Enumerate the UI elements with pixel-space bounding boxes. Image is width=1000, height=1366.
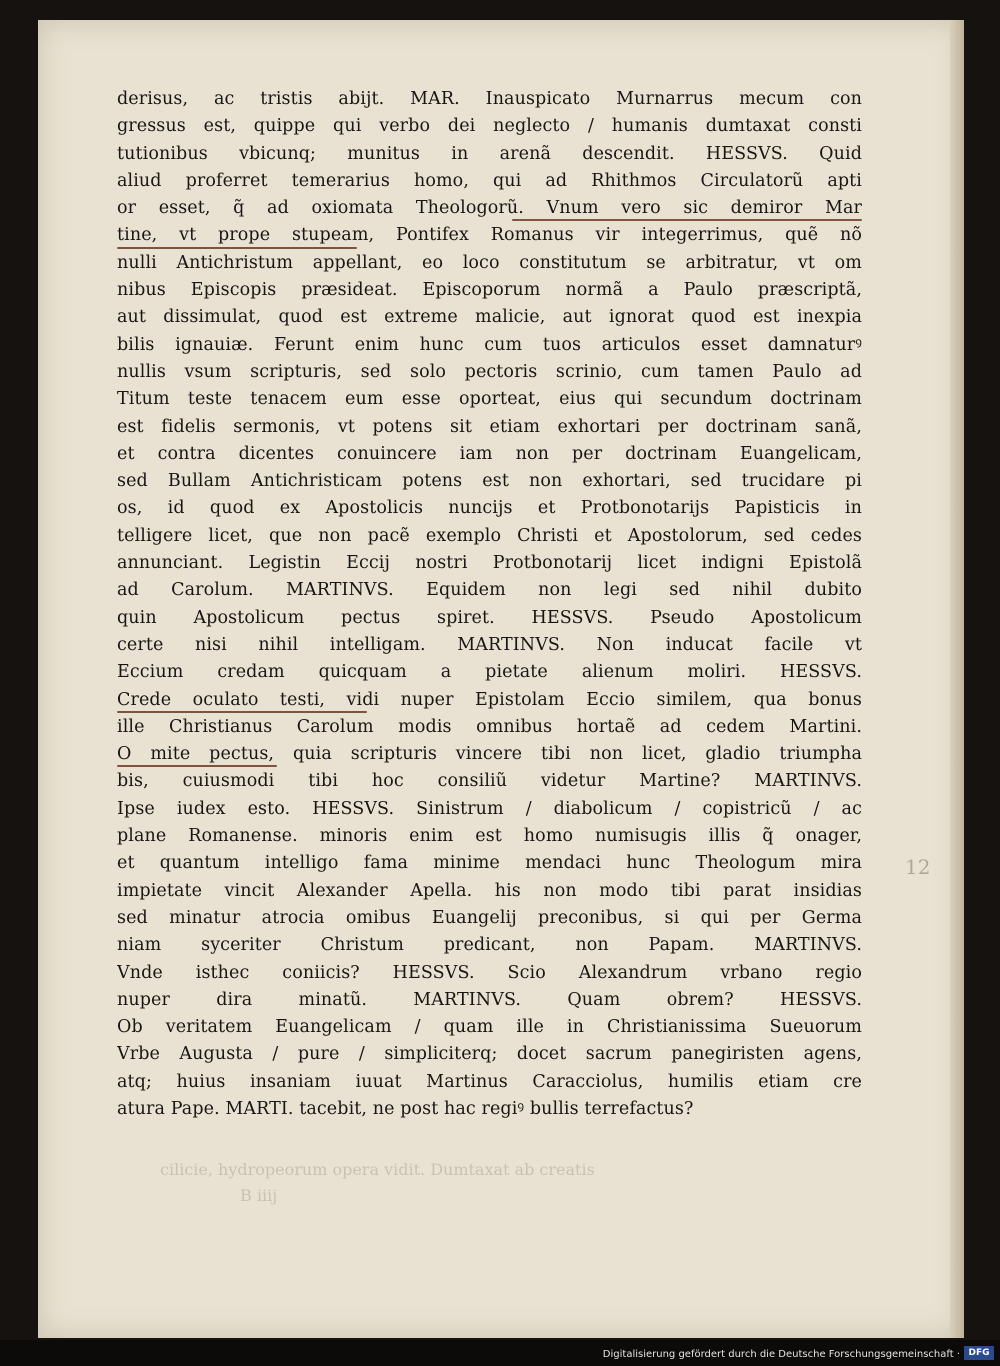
text-line: or esset, q̃ ad oxiomata Theologorũ. Vnum vero sic demiror Mar	[117, 195, 862, 222]
text-line: aliud proferret temerarius homo, qui ad Rhithmos Circulatorũ apti	[117, 170, 862, 191]
text-line: annunciant. Legistin Eccij nostri Protbonotarij licet indigni Epistolã	[117, 553, 862, 574]
text-line: os, id quod ex Apostolicis nuncijs et Protbonotarijs Papisticis in	[117, 498, 862, 519]
text-line: Ob veritatem Euangelicam / quam ille in Christianissima Sueuorum	[117, 1017, 862, 1038]
text-line: nullis vsum scripturis, sed solo pectoris scrinio, cum tamen Paulo ad	[117, 361, 862, 382]
text-line: aut dissimulat, quod est extreme malicie, aut ignorat quod est inexpia	[117, 307, 862, 328]
text-line: niam syceriter Christum predicant, non Papam. MARTINVS.	[117, 935, 862, 956]
text-line: Vrbe Augusta / pure / simpliciterq; docet sacrum panegiristen agens,	[117, 1044, 862, 1065]
text-line: gressus est, quippe qui verbo dei neglecto / humanis dumtaxat consti	[117, 116, 862, 137]
text-line: tutionibus vbicunq; munitus in arenã descendit. HESSVS. Quid	[117, 143, 862, 164]
handwritten-underline	[512, 219, 862, 221]
show-through-line: B iiij	[240, 1186, 278, 1205]
text-line: certe nisi nihil intelligam. MARTINVS. Non inducat facile vt	[117, 634, 862, 655]
margin-note: 12	[905, 855, 931, 879]
text-line: sed minatur atrocia omibus Euangelij preconibus, si qui per Germa	[117, 907, 862, 928]
text-line: et contra dicentes conuincere iam non per doctrinam Euangelicam,	[117, 443, 862, 464]
text-line: Ipse iudex esto. HESSVS. Sinistrum / diabolicum / copistricũ / ac	[117, 798, 862, 819]
handwritten-underline	[117, 247, 357, 249]
text-line: impietate vincit Alexander Apella. his non modo tibi parat insidias	[117, 880, 862, 901]
text-line: sed Bullam Antichristicam potens est non exhortari, sed trucidare pi	[117, 471, 862, 492]
text-line: nulli Antichristum appellant, eo loco constitutum se arbitratur, vt om	[117, 252, 862, 273]
show-through-text	[120, 1160, 880, 1250]
text-line: ad Carolum. MARTINVS. Equidem non legi sed nihil dubito	[117, 580, 862, 601]
text-line: Titum teste tenacem eum esse oporteat, eius qui secundum doctrinam	[117, 389, 862, 410]
text-line: atq; huius insaniam iuuat Martinus Caracciolus, humilis etiam cre	[117, 1071, 862, 1092]
text-line: bilis ignauiæ. Ferunt enim hunc cum tuos articulos esset damnaturꝰ	[117, 334, 862, 355]
funding-credit: Digitalisierung gefördert durch die Deutsche Forschungsgemeinschaft ·	[602, 1349, 960, 1360]
handwritten-underline	[117, 765, 277, 767]
printed-text-block	[117, 86, 862, 1123]
text-line: atura Pape. MARTI. tacebit, ne post hac regiꝰ bullis terrefactus?	[117, 1098, 694, 1119]
text-line: Vnde isthec coniicis? HESSVS. Scio Alexandrum vrbano regio	[117, 962, 862, 983]
text-line: O mite pectus, quia scripturis vincere tibi non licet, gladio triumpha	[117, 741, 862, 768]
text-line: plane Romanense. minoris enim est homo numisugis illis q̃ onager,	[117, 826, 862, 847]
text-line: tine, vt prope stupeam, Pontifex Romanus vir integerrimus, quẽ nõ	[117, 222, 862, 249]
text-line: nibus Episcopis præsideat. Episcoporum normã a Paulo præscriptã,	[117, 280, 862, 301]
text-line: Crede oculato testi, vidi nuper Epistolam Eccio similem, qua bonus	[117, 687, 862, 714]
text-line: Eccium credam quicquam a pietate alienum moliri. HESSVS.	[117, 662, 862, 683]
text-line: est fidelis sermonis, vt potens sit etiam exhortari per doctrinam sanã,	[117, 416, 862, 437]
text-line: derisus, ac tristis abijt. MAR. Inauspicato Murnarrus mecum con	[117, 89, 862, 109]
text-line: ille Christianus Carolum modis omnibus hortaẽ ad cedem Martini.	[117, 716, 862, 737]
page-edge	[950, 20, 964, 1338]
handwritten-underline	[117, 711, 367, 713]
text-line: et quantum intelligo fama minime mendaci hunc Theologum mira	[117, 853, 862, 874]
text-line: nuper dira minatũ. MARTINVS. Quam obrem? HESSVS.	[117, 989, 862, 1010]
dfg-logo: DFG	[964, 1346, 994, 1360]
show-through-line: cilicie, hydropeorum opera vidit. Dumtaxat ab creatis	[160, 1160, 595, 1179]
text-line: quin Apostolicum pectus spiret. HESSVS. Pseudo Apostolicum	[117, 607, 862, 628]
text-line: telligere licet, que non pacẽ exemplo Christi et Apostolorum, sed cedes	[117, 525, 862, 546]
text-line: bis, cuiusmodi tibi hoc consiliũ videtur Martine? MARTINVS.	[117, 771, 862, 792]
